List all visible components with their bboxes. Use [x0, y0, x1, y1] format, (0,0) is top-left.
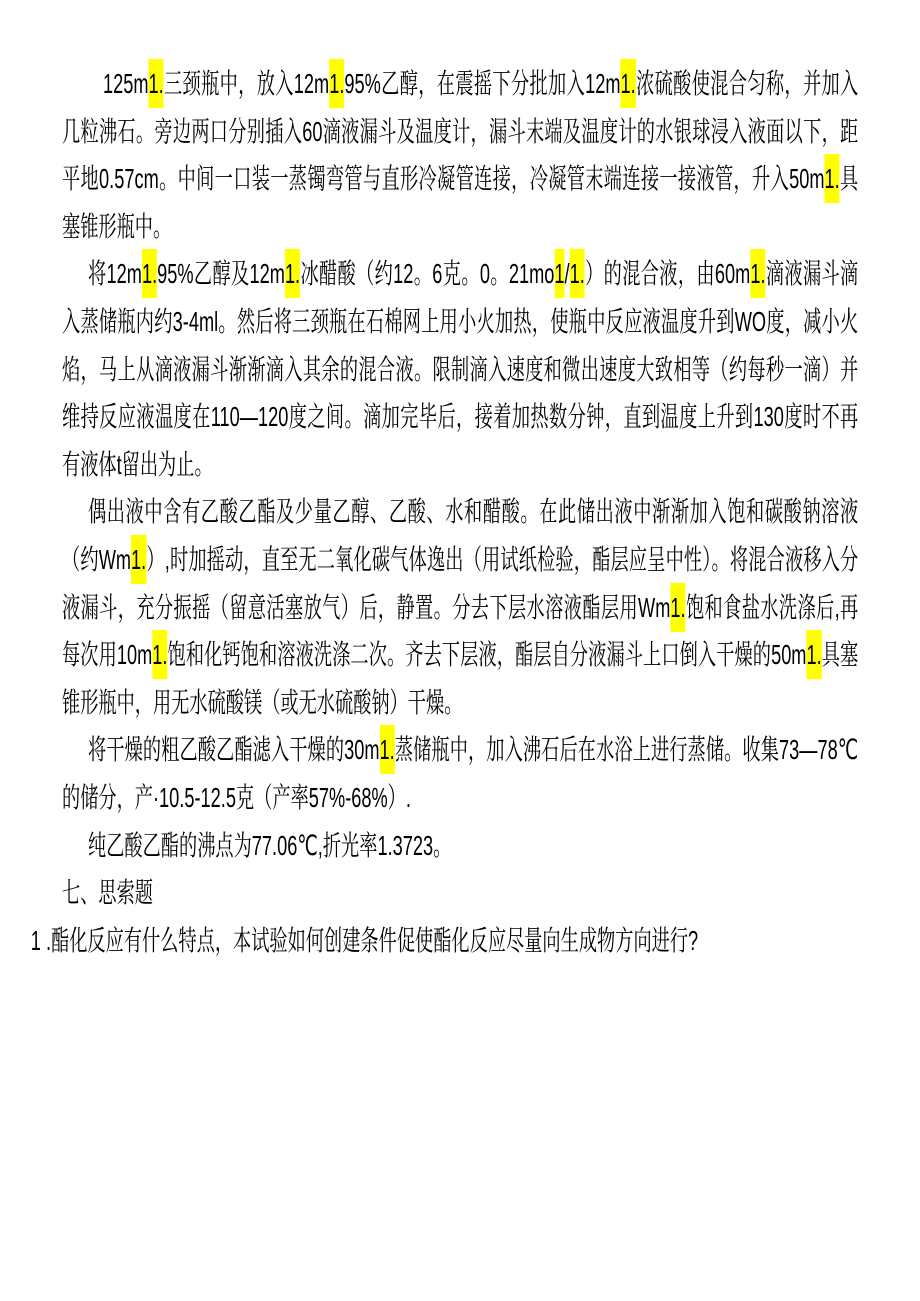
text-segment: 冰醋酸（约12。6克。0。21mo — [300, 258, 555, 290]
heading-text: 七、思索题 — [62, 877, 154, 909]
text-segment: 将干燥的粗乙酸乙酯滤入干燥的30m — [88, 734, 380, 766]
text-segment: 1 .酯化反应有什么特点，本试验如何创建条件促使酯化反应尽量向生成物方向进行? — [30, 924, 699, 956]
highlighted-text: 1. — [329, 59, 344, 108]
text-segment: 蒸储瓶中，加入沸石后在水浴上进行蒸储。收集73—78℃的储分，产·10.5-12.5克（产率57%-68%）. — [62, 734, 859, 813]
highlighted-text: 1. — [806, 630, 821, 679]
text-segment: 具塞锥形瓶中。 — [62, 163, 859, 242]
highlighted-text: 1. — [131, 535, 146, 584]
highlighted-text: 1. — [621, 59, 636, 108]
text-segment: 浓硫酸使混合匀称，并加入几粒沸石。旁边两口分别插入60滴液漏斗及温度计，漏斗末端及温度计的水银球浸入液面以下，距平地0.57cm。中间一口装一蒸镯弯管与直形冷凝管连接，冷凝管末端连接一接液管，升入50m — [62, 68, 859, 195]
highlighted-text: 1. — [825, 154, 840, 203]
highlighted-text: 1 — [554, 249, 564, 298]
text-segment: 将12m — [88, 258, 142, 290]
document-page — [30, 60, 859, 964]
text-segment: ）,时加摇动，直至无二氧化碳气体逸出（用试纸检验，酯层应呈中性）。将混合液移入分液漏斗，充分振摇（留意活塞放气）后，静置。分去下层水溶液酯层用Wm — [62, 543, 859, 623]
text-segment: 滴液漏斗滴入蒸储瓶内约3-4ml。然后将三颈瓶在石棉网上用小火加热，使瓶中反应液温度升到WO度，减小火焰，马上从滴液漏斗渐渐滴入其余的混合液。限制滴入速度和微出速度大致相等（约每秒一滴）并维持反应液温度在110—120度之间。滴加完毕后，接着加热数分钟，直到温度上升到130度时不再有液体t留出为止。 — [62, 258, 859, 480]
paragraph-procedure-washing — [62, 488, 858, 726]
paragraph-procedure-heating — [62, 250, 858, 488]
text-segment: 具塞锥形瓶中，用无水硫酸镁（或无水硫酸钠）干燥。 — [62, 639, 859, 718]
paragraph-product-properties — [62, 822, 858, 870]
text-segment: 偶出液中含有乙酸乙酯及少量乙醇、乙酸、水和醋酸。在此储出液中渐渐加入饱和碳酸钠溶液（约Wm — [62, 496, 859, 575]
highlighted-text: 1. — [380, 725, 395, 774]
text-segment: 三颈瓶中，放入12m — [163, 68, 330, 99]
text-segment: 95%乙醇及12m — [157, 258, 285, 290]
paragraph-procedure-distillation — [62, 726, 858, 821]
highlighted-text: 1. — [148, 59, 163, 108]
text-segment: 95%乙醇，在震摇下分批加入12m — [344, 68, 621, 99]
highlighted-text: 1. — [142, 249, 157, 298]
text-segment: 饱和食盐水洗涤后,再每次用10m — [62, 591, 859, 671]
text-segment: 饱和化钙饱和溶液洗涤二次。齐去下层液，酯层自分液漏斗上口倒入干燥的50m — [167, 639, 807, 671]
text-segment: 纯乙酸乙酯的沸点为77.06℃,折光率1.3723。 — [88, 829, 452, 861]
highlighted-text: 1. — [152, 630, 167, 679]
highlighted-text: 1. — [750, 249, 765, 298]
highlighted-text: 1. — [285, 249, 300, 298]
paragraph-procedure-setup — [62, 60, 858, 250]
section-heading — [62, 869, 858, 917]
text-segment: / — [564, 258, 570, 290]
highlighted-text: 1. — [670, 583, 685, 632]
text-segment: 125m — [102, 68, 149, 99]
highlighted-text: 1. — [570, 249, 585, 298]
question-item-1 — [30, 917, 858, 965]
text-segment: ）的混合液，由60m — [584, 258, 751, 290]
